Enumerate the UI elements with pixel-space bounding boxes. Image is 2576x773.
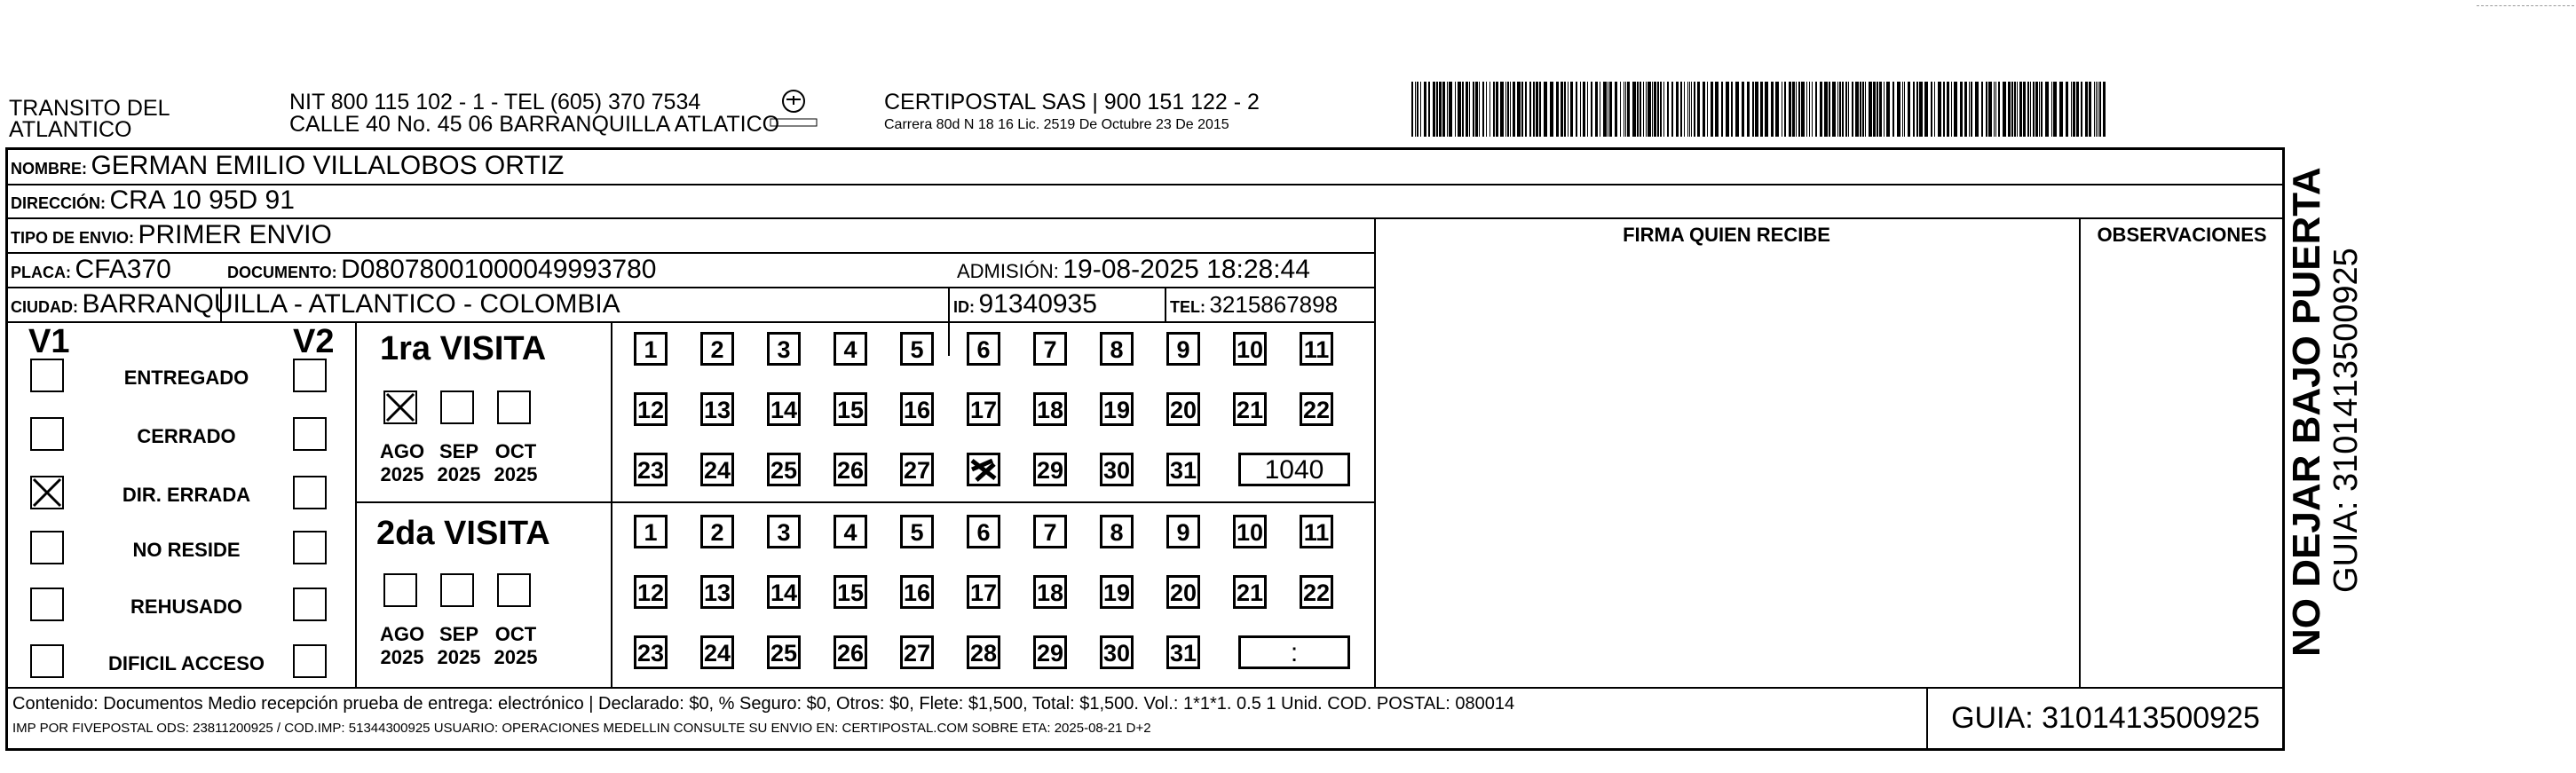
day-box-21[interactable]: 21 [1233, 392, 1267, 426]
tipo-label: TIPO DE ENVIO: [11, 229, 135, 247]
month-checkbox-ago[interactable] [383, 390, 417, 424]
v2-checkbox-1[interactable] [293, 417, 327, 451]
day-box-14[interactable]: 14 [767, 392, 801, 426]
documento-label: DOCUMENTO: [227, 264, 337, 281]
day-box-6[interactable]: 6 [967, 515, 1000, 548]
v1-checkbox-4[interactable] [30, 588, 64, 621]
day-box-1[interactable]: 1 [634, 332, 668, 366]
month-checkbox-sep[interactable] [440, 390, 474, 424]
placa-row [11, 255, 171, 285]
month-name: OCT [494, 623, 537, 645]
nombre-row [11, 151, 564, 181]
nombre-value: GERMAN EMILIO VILLALOBOS ORTIZ [91, 151, 565, 180]
day-box-26[interactable]: 26 [834, 453, 867, 486]
carrier-line1: CERTIPOSTAL SAS | 900 151 122 - 2 [884, 90, 1260, 114]
month-label-sep [431, 623, 486, 669]
status-label-3: NO RESIDE [132, 539, 241, 561]
admision-value: 19-08-2025 18:28:44 [1063, 255, 1310, 284]
day-box-16[interactable]: 16 [900, 575, 934, 609]
day-box-3[interactable]: 3 [767, 515, 801, 548]
day-box-19[interactable]: 19 [1100, 575, 1134, 609]
corner-mark [2477, 5, 2574, 6]
firma-header: FIRMA QUIEN RECIBE [1623, 224, 1830, 246]
certipostal-logo [769, 89, 818, 133]
day-box-7[interactable]: 7 [1033, 515, 1067, 548]
observaciones-header: OBSERVACIONES [2097, 224, 2267, 246]
v1-checkbox-1[interactable] [30, 417, 64, 451]
month-checkbox-sep[interactable] [440, 573, 474, 607]
day-box-17[interactable]: 17 [967, 392, 1000, 426]
tel-row [1170, 291, 1338, 319]
day-box-8[interactable]: 8 [1100, 332, 1134, 366]
month-checkbox-ago[interactable] [383, 573, 417, 607]
status-label-5: DIFICIL ACCESO [107, 652, 265, 674]
month-label-sep [431, 440, 486, 486]
month-label-ago [375, 440, 430, 486]
day-box-10[interactable]: 10 [1233, 332, 1267, 366]
day-box-13[interactable]: 13 [700, 575, 734, 609]
v2-checkbox-4[interactable] [293, 588, 327, 621]
day-box-31[interactable]: 31 [1166, 453, 1200, 486]
day-box-11[interactable]: 11 [1300, 332, 1333, 366]
month-name: SEP [439, 440, 479, 462]
tel-value: 3215867898 [1209, 291, 1339, 318]
day-box-9[interactable]: 9 [1166, 515, 1200, 548]
day-box-8[interactable]: 8 [1100, 515, 1134, 548]
ciudad-row [11, 289, 620, 319]
sender-address: CALLE 40 No. 45 06 BARRANQUILLA ATLATICO [289, 112, 780, 137]
day-box-14[interactable]: 14 [767, 575, 801, 609]
day-box-4[interactable]: 4 [834, 515, 867, 548]
sender-name: TRANSITO DEL ATLANTICO [9, 96, 170, 142]
id-value: 91340935 [978, 289, 1097, 319]
barcode [1411, 82, 2113, 137]
carrier-line2: Carrera 80d N 18 16 Lic. 2519 De Octubre 23 De 2015 [884, 117, 1229, 132]
v2-checkbox-0[interactable] [293, 359, 327, 392]
day-box-6[interactable]: 6 [967, 332, 1000, 366]
v2-checkbox-3[interactable] [293, 531, 327, 564]
day-box-2[interactable]: 2 [700, 515, 734, 548]
tipo-value: PRIMER ENVIO [138, 220, 332, 249]
day-box-30[interactable]: 30 [1100, 635, 1134, 669]
month-year: 2025 [494, 463, 538, 485]
documento-row [227, 255, 656, 285]
day-box-29[interactable]: 29 [1033, 453, 1067, 486]
day-box-15[interactable]: 15 [834, 392, 867, 426]
ciudad-value: BARRANQUILLA - ATLANTICO - COLOMBIA [82, 289, 620, 319]
day-box-27[interactable]: 27 [900, 453, 934, 486]
day-box-12[interactable]: 12 [634, 392, 668, 426]
day-box-13[interactable]: 13 [700, 392, 734, 426]
v2-checkbox-5[interactable] [293, 644, 327, 678]
v1-checkbox-0[interactable] [30, 359, 64, 392]
day-box-4[interactable]: 4 [834, 332, 867, 366]
day-box-25[interactable]: 25 [767, 635, 801, 669]
month-year: 2025 [380, 463, 424, 485]
day-box-23[interactable]: 23 [634, 635, 668, 669]
day-box-9[interactable]: 9 [1166, 332, 1200, 366]
day-box-5[interactable]: 5 [900, 332, 934, 366]
logo-icon [769, 89, 818, 133]
day-box-28[interactable] [967, 453, 1000, 486]
day-box-24[interactable]: 24 [700, 453, 734, 486]
day-box-22[interactable]: 22 [1300, 392, 1333, 426]
month-label-oct [488, 623, 543, 669]
ciudad-label: CIUDAD: [11, 298, 78, 316]
visit2-title: 2da VISITA [376, 515, 550, 552]
day-box-22[interactable]: 22 [1300, 575, 1333, 609]
month-name: SEP [439, 623, 479, 645]
sender-nit: NIT 800 115 102 - 1 - TEL (605) 370 7534 [289, 90, 701, 114]
time-box[interactable]: 1040 [1238, 453, 1350, 486]
day-box-2[interactable]: 2 [700, 332, 734, 366]
side-guia: GUIA: 3101413500925 [2327, 248, 2365, 593]
month-name: OCT [494, 440, 537, 462]
tipo-row [11, 220, 332, 250]
v2-header: V2 [293, 323, 335, 360]
day-box-11[interactable]: 11 [1300, 515, 1333, 548]
day-box-23[interactable]: 23 [634, 453, 668, 486]
day-box-5[interactable]: 5 [900, 515, 934, 548]
day-box-20[interactable]: 20 [1166, 575, 1200, 609]
direccion-label: DIRECCIÓN: [11, 194, 106, 212]
day-box-19[interactable]: 19 [1100, 392, 1134, 426]
direccion-value: CRA 10 95D 91 [109, 185, 295, 215]
status-label-1: CERRADO [137, 425, 236, 447]
footer-contenido: Contenido: Documentos Medio recepción prueba de entrega: electrónico | Declarado: $0, % Seguro: $0, Otros: $0, Flete: $1,500, Total: $1,500. Vol.: 1*1*1. 0.5 1 Unid. COD. POSTAL: 080014 [12, 694, 1515, 714]
footer-imp: IMP POR FIVEPOSTAL ODS: 23811200925 / COD.IMP: 51344300925 USUARIO: OPERACIONES MEDELLIN CONSULTE SU ENVIO EN: CERTIPOSTAL.COM SOBRE ETA: 2025-08-21 D+2 [12, 721, 1151, 736]
month-name: AGO [379, 623, 425, 645]
scribble-mark-icon [969, 455, 998, 484]
month-year: 2025 [437, 646, 481, 668]
status-label-0: ENTREGADO [123, 367, 249, 389]
month-checkbox-oct[interactable] [497, 573, 531, 607]
id-label: ID: [953, 298, 975, 316]
v1-checkbox-3[interactable] [30, 531, 64, 564]
month-checkbox-oct[interactable] [497, 390, 531, 424]
v1-checkbox-2[interactable] [30, 476, 64, 509]
nombre-label: NOMBRE: [11, 160, 87, 177]
visit1-title: 1ra VISITA [380, 330, 547, 367]
day-box-12[interactable]: 12 [634, 575, 668, 609]
day-box-7[interactable]: 7 [1033, 332, 1067, 366]
day-box-25[interactable]: 25 [767, 453, 801, 486]
v2-checkbox-2[interactable] [293, 476, 327, 509]
day-box-21[interactable]: 21 [1233, 575, 1267, 609]
placa-label: PLACA: [11, 264, 71, 281]
admision-label: ADMISIÓN: [957, 260, 1059, 282]
day-box-16[interactable]: 16 [900, 392, 934, 426]
day-box-18[interactable]: 18 [1033, 392, 1067, 426]
day-box-31[interactable]: 31 [1166, 635, 1200, 669]
month-year: 2025 [380, 646, 424, 668]
month-year: 2025 [494, 646, 538, 668]
day-box-24[interactable]: 24 [700, 635, 734, 669]
day-box-29[interactable]: 29 [1033, 635, 1067, 669]
documento-value: D08078001000049993780 [341, 255, 657, 284]
day-box-20[interactable]: 20 [1166, 392, 1200, 426]
direccion-row [11, 185, 295, 216]
day-box-28[interactable]: 28 [967, 635, 1000, 669]
tel-label: TEL: [1170, 298, 1205, 316]
day-box-15[interactable]: 15 [834, 575, 867, 609]
id-row [953, 289, 1097, 319]
day-box-1[interactable]: 1 [634, 515, 668, 548]
status-label-2: DIR. ERRADA [122, 484, 251, 506]
footer-guia: GUIA: 3101413500925 [1951, 701, 2260, 735]
month-year: 2025 [437, 463, 481, 485]
day-box-30[interactable]: 30 [1100, 453, 1134, 486]
month-label-oct [488, 440, 543, 486]
admision-row [957, 255, 1310, 285]
v1-header: V1 [28, 323, 70, 360]
side-warning: NO DEJAR BAJO PUERTA [2285, 167, 2328, 657]
placa-value: CFA370 [75, 255, 171, 284]
day-box-10[interactable]: 10 [1233, 515, 1267, 548]
v1-checkbox-5[interactable] [30, 644, 64, 678]
month-label-ago [375, 623, 430, 669]
month-name: AGO [379, 440, 425, 462]
day-box-3[interactable]: 3 [767, 332, 801, 366]
time-box[interactable]: : [1238, 635, 1350, 669]
status-label-4: REHUSADO [130, 596, 242, 618]
day-box-18[interactable]: 18 [1033, 575, 1067, 609]
day-box-26[interactable]: 26 [834, 635, 867, 669]
day-box-17[interactable]: 17 [967, 575, 1000, 609]
day-box-27[interactable]: 27 [900, 635, 934, 669]
firma-area[interactable] [1374, 252, 2285, 687]
